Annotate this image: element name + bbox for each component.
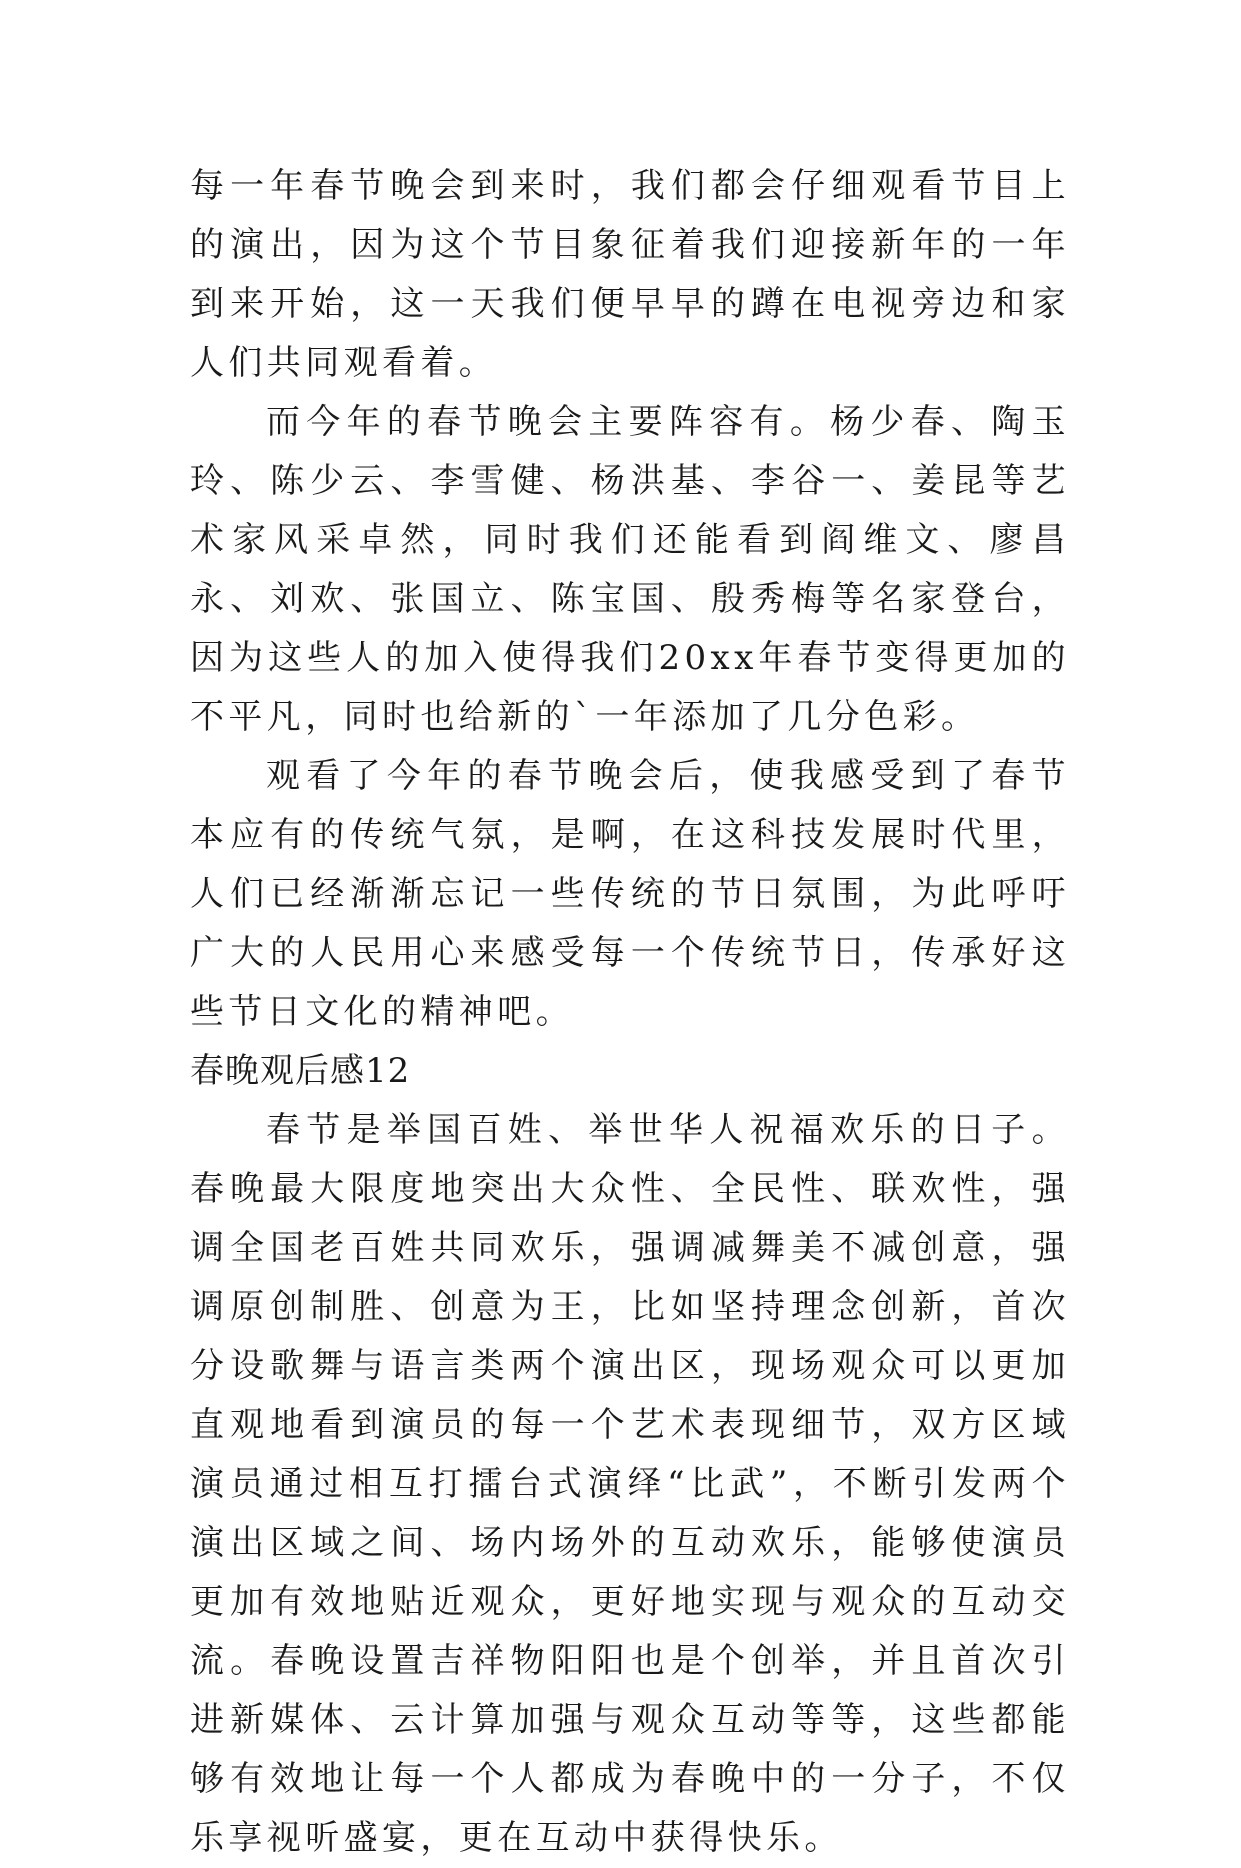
section-title: 春晚观后感12 [190,1051,411,1091]
document-body [190,157,1070,1868]
paragraph-opening: 每一年春节晚会到来时，我们都会仔细观看节目上的演出，因为这个节目象征着我们迎接新年的一年到来开始，这一天我们便早早的蹲在电视旁边和家人们共同观看着。 [190,166,1070,383]
paragraph-reflection: 观看了今年的春节晚会后，使我感受到了春节本应有的传统气氛，是啊，在这科技发展时代里，人们已经渐渐忘记一些传统的节日氛围，为此呼吁广大的人民用心来感受每一个传统节日，传承好这些节日文化的精神吧。 [190,756,1070,1032]
paragraph-section-body: 春节是举国百姓、举世华人祝福欢乐的日子。春晚最大限度地突出大众性、全民性、联欢性，强调全国老百姓共同欢乐，强调减舞美不减创意，强调原创制胜、创意为王，比如坚持理念创新，首次分设歌舞与语言类两个演出区，现场观众可以更加直观地看到演员的每一个艺术表现细节，双方区域演员通过相互打擂台式演绎“比武”，不断引发两个演出区域之间、场内场外的互动欢乐，能够使演员更加有效地贴近观众，更好地实现与观众的互动交流。春晚设置吉祥物阳阳也是个创举，并且首次引进新媒体、云计算加强与观众互动等等，这些都能够有效地让每一个人都成为春晚中的一分子，不仅乐享视听盛宴，更在互动中获得快乐。 [190,1110,1070,1858]
paragraph-lineup: 而今年的春节晚会主要阵容有。杨少春、陶玉玲、陈少云、李雪健、杨洪基、李谷一、姜昆等艺术家风采卓然，同时我们还能看到阎维文、廖昌永、刘欢、张国立、陈宝国、殷秀梅等名家登台，因为这些人的加入使得我们20xx年春节变得更加的不平凡，同时也给新的`一年添加了几分色彩。 [190,402,1070,737]
